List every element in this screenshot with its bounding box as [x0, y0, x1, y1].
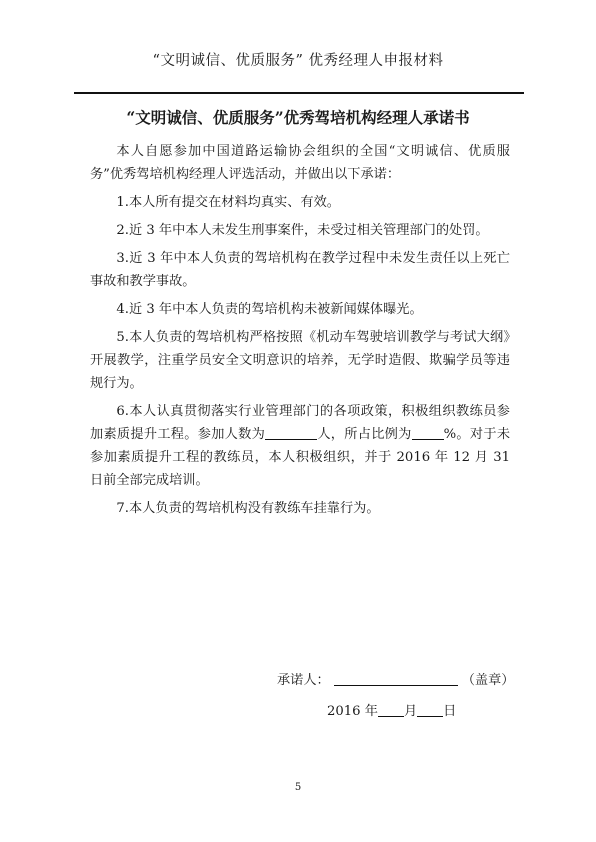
day-blank[interactable] [417, 702, 443, 717]
commitment-6-part-a: 6.本人认真贯彻落实行业管理部门的各项政策，积极组织教练员参加素质提升工程。参加人数为 [90, 404, 510, 442]
date-line [327, 700, 456, 719]
date-month: 月 [403, 704, 418, 719]
page-number: 5 [294, 782, 302, 793]
date-year: 2016 年 [327, 704, 378, 719]
commitment-4: 4.近 3 年中本人负责的驾培机构未被新闻媒体曝光。 [116, 302, 423, 317]
date-day: 日 [443, 704, 457, 719]
commitment-3: 3.近 3 年中本人负责的驾培机构在教学过程中未发生责任以上死亡事故和教学事故。 [90, 251, 510, 289]
commitment-1: 1.本人所有提交在材料均真实、有效。 [116, 195, 340, 210]
intro-paragraph: 本人自愿参加中国道路运输协会组织的全国“文明诚信、优质服务”优秀驾培机构经理人评选活动，并做出以下承诺： [90, 144, 510, 182]
commitment-6-part-b: 人，所占比例为 [317, 427, 412, 442]
commitment-7: 7.本人负责的驾培机构没有教练车挂靠行为。 [116, 501, 380, 516]
signature-label: 承诺人： [277, 673, 330, 688]
commitment-6-part-c: %。对于未参加素质提升工程的教练员，本人积极组织，并于 2016 年 12 月 31 日前全部完成培训。 [90, 427, 511, 488]
participant-ratio-blank[interactable] [412, 425, 444, 440]
commitment-2: 2.近 3 年中本人未发生刑事案件，未受过相关管理部门的处罚。 [116, 223, 489, 238]
participant-count-blank[interactable] [265, 425, 317, 440]
signature-line [277, 669, 515, 688]
commitment-6 [90, 400, 510, 492]
document-title: “文明诚信、优质服务”优秀驾培机构经理人承诺书 [126, 108, 470, 127]
document-body [90, 140, 510, 525]
signature-blank[interactable] [334, 671, 458, 686]
seal-label: （盖章） [461, 673, 515, 688]
month-blank[interactable] [378, 702, 404, 717]
commitment-5: 5.本人负责的驾培机构严格按照《机动车驾驶培训教学与考试大纲》开展教学，注重学员安全文明意识的培养，无学时造假、欺骗学员等违规行为。 [90, 330, 510, 391]
header-rule [74, 92, 524, 94]
page-header: “文明诚信、优质服务” 优秀经理人申报材料 [152, 53, 444, 69]
